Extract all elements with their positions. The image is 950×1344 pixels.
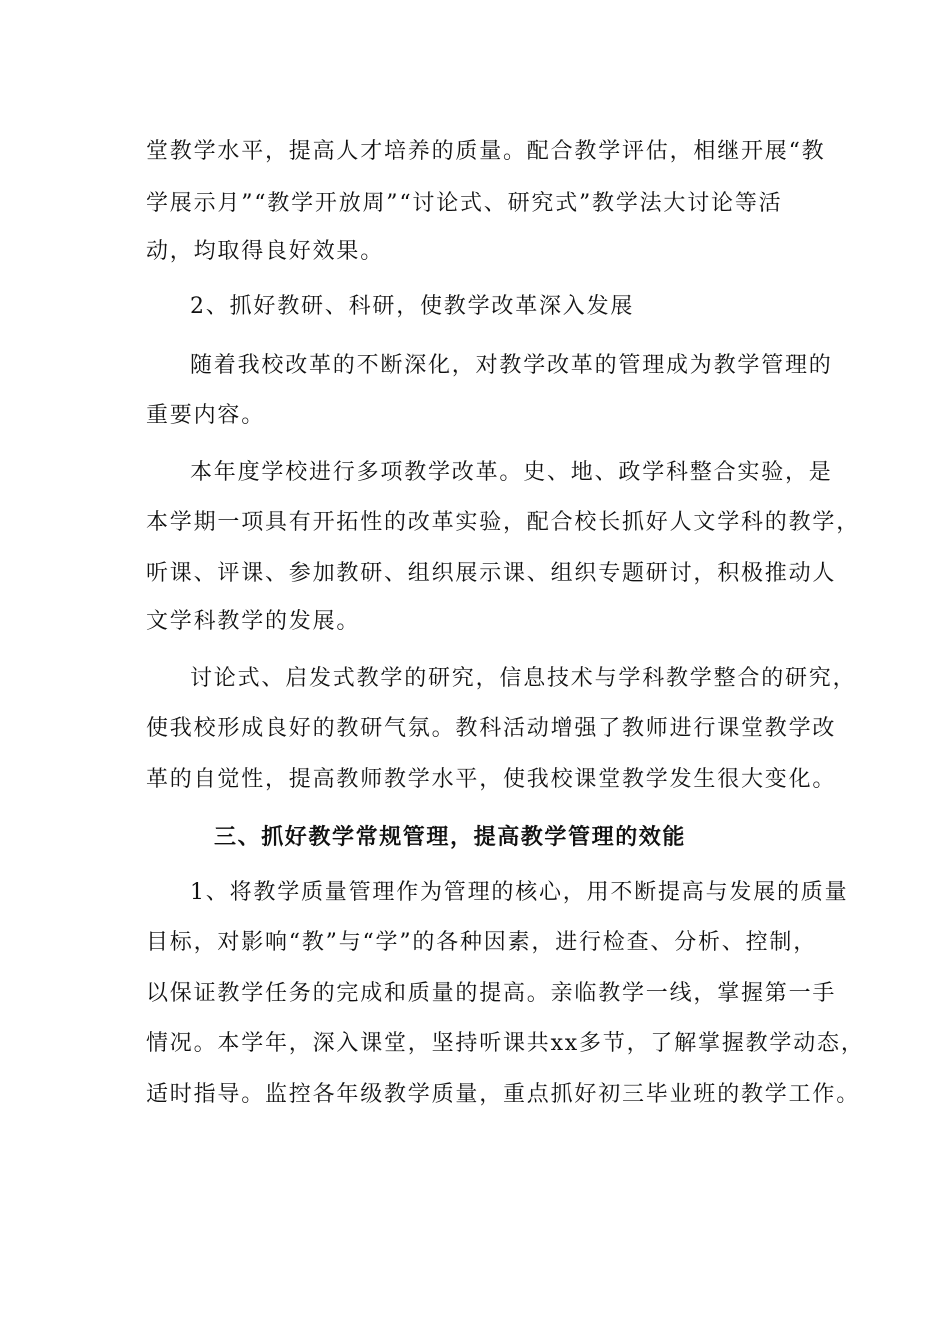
paragraph-line: 听课、评课、参加教研、组织展示课、组织专题研讨，积极推动人 xyxy=(146,561,837,586)
paragraph-line: 本年度学校进行多项教学改革。史、地、政学科整合实验，是 xyxy=(190,460,833,485)
paragraph-line: 革的自觉性，提高教师教学水平，使我校课堂教学发生很大变化。 xyxy=(146,767,837,792)
paragraph-line: 动，均取得良好效果。 xyxy=(146,239,385,264)
paragraph-line: 使我校形成良好的教研气氛。教科活动增强了教师进行课堂教学改 xyxy=(146,716,837,741)
section-subheading: 2、抓好教研、科研，使教学改革深入发展 xyxy=(190,294,635,319)
section-heading: 三、抓好教学常规管理，提高教学管理的效能 xyxy=(214,824,687,850)
paragraph-line: 重要内容。 xyxy=(146,403,266,428)
paragraph-line: 本学期一项具有开拓性的改革实验，配合校长抓好人文学科的教学， xyxy=(146,510,861,535)
paragraph-line: 目标，对影响“教”与“学”的各种因素，进行检查、分析、控制， xyxy=(146,930,817,955)
paragraph-line: 堂教学水平，提高人才培养的质量。配合教学评估，相继开展“教 xyxy=(146,139,826,164)
paragraph-line: 随着我校改革的不断深化，对教学改革的管理成为教学管理的 xyxy=(190,353,833,378)
paragraph-line: 适时指导。监控各年级教学质量，重点抓好初三毕业班的教学工作。 xyxy=(146,1082,861,1107)
paragraph-line: 讨论式、启发式教学的研究，信息技术与学科教学整合的研究， xyxy=(190,666,857,691)
paragraph-line: 1、将教学质量管理作为管理的核心，用不断提高与发展的质量 xyxy=(190,880,849,905)
paragraph-line: 以保证教学任务的完成和质量的提高。亲临教学一线，掌握第一手 xyxy=(146,981,837,1006)
paragraph-line: 文学科教学的发展。 xyxy=(146,609,361,634)
paragraph-line: 学展示月”“教学开放周”“讨论式、研究式”教学法大讨论等活 xyxy=(146,191,783,216)
paragraph-line: 情况。本学年，深入课堂，坚持听课共xx多节，了解掌握教学动态， xyxy=(146,1031,865,1056)
